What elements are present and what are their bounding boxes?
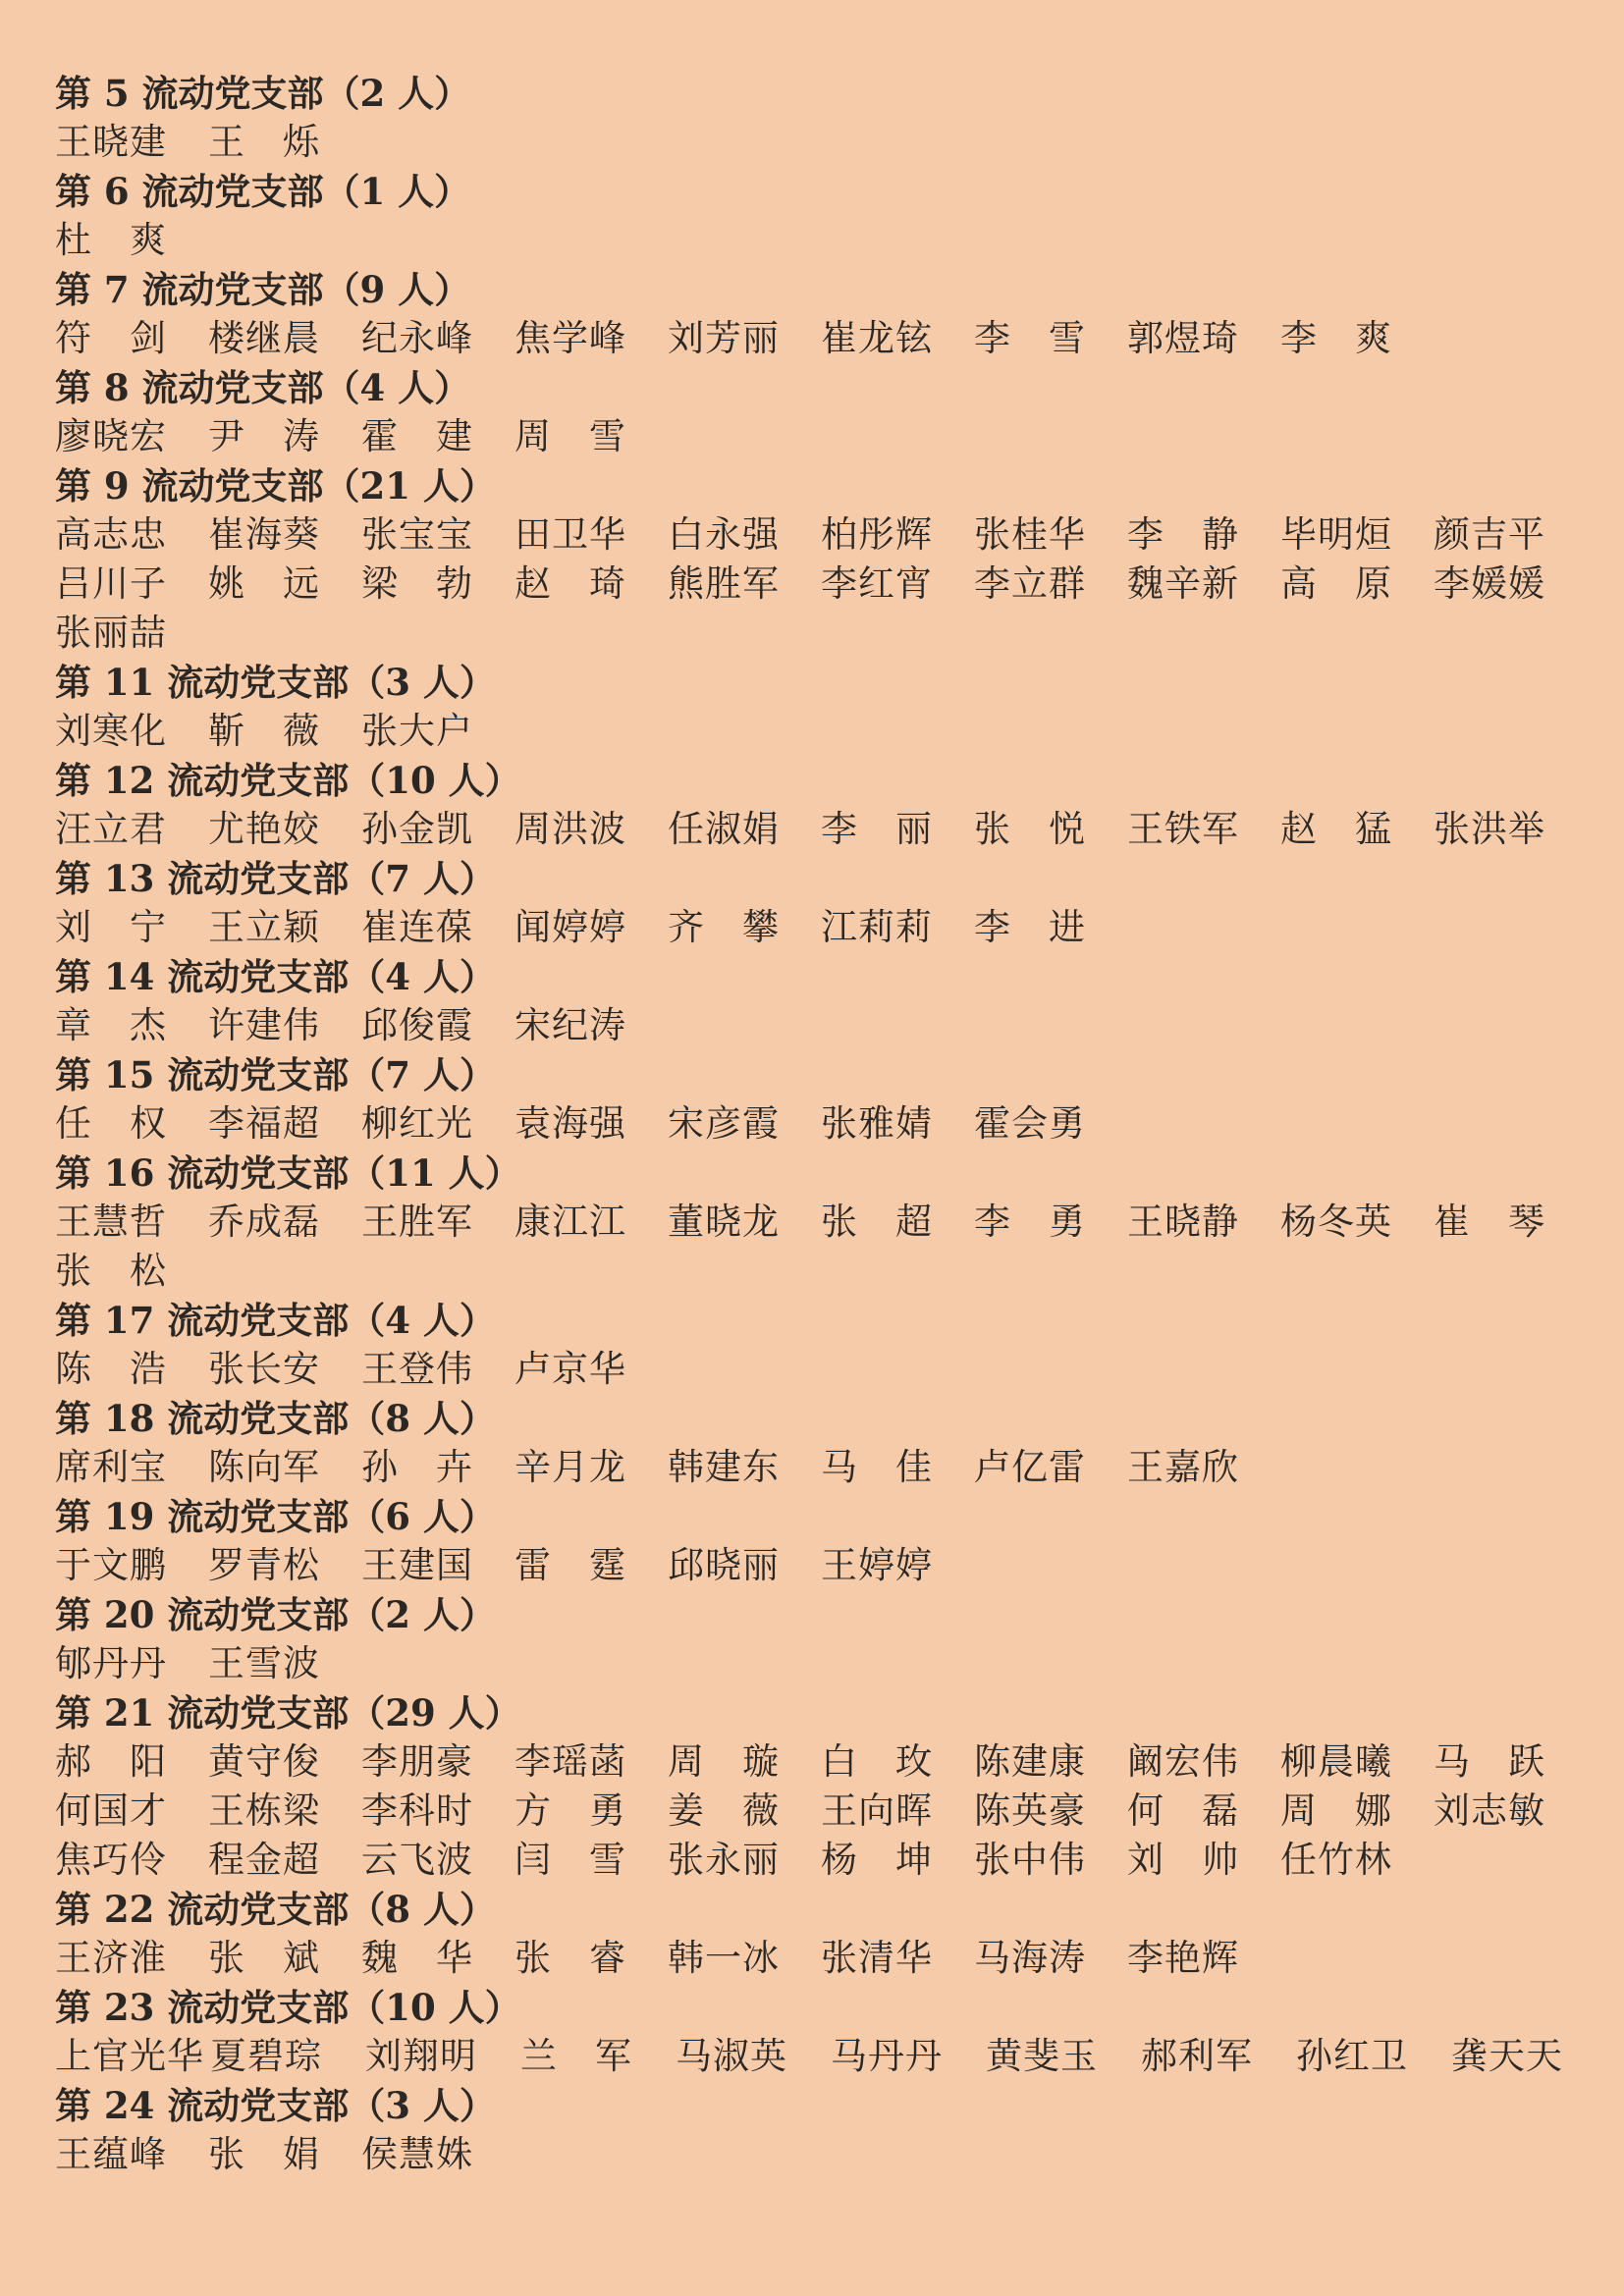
member-name: 于文鹏: [55, 1544, 167, 1586]
member-name: 孙红卫: [1296, 2035, 1408, 2077]
member-name: 李福超: [208, 1102, 320, 1145]
member-name: 杨冬英: [1280, 1201, 1392, 1243]
member-name: 张丽喆: [55, 612, 167, 654]
member-name: 雷 霆: [514, 1544, 626, 1586]
member-name: 赵 猛: [1280, 808, 1392, 850]
member-name: 王向晖: [821, 1789, 933, 1832]
branch-heading: 第 15 流动党支部（7 人）: [55, 1053, 496, 1096]
member-name: 李 静: [1127, 513, 1239, 556]
member-name: 张 悦: [974, 808, 1086, 850]
member-name: 李 勇: [974, 1201, 1086, 1243]
member-name: 韩建东: [668, 1446, 780, 1488]
member-name: 黄守俊: [208, 1740, 320, 1783]
member-name: 王建国: [361, 1544, 473, 1586]
member-name: 王铁军: [1127, 808, 1239, 850]
member-name: 王蕴峰: [55, 2133, 167, 2175]
member-name: 姜 薇: [668, 1789, 780, 1832]
member-name: 魏 华: [361, 1937, 473, 1979]
member-name: 王登伟: [361, 1348, 473, 1390]
member-name: 马 跃: [1434, 1740, 1545, 1783]
member-name: 齐 攀: [668, 906, 780, 948]
branch-heading: 第 12 流动党支部（10 人）: [55, 759, 521, 802]
member-name: 王雪波: [208, 1642, 320, 1684]
branch-heading: 第 6 流动党支部（1 人）: [55, 170, 471, 213]
member-name: 程金超: [208, 1839, 320, 1881]
member-name: 何国才: [55, 1789, 167, 1832]
member-name: 乔成磊: [208, 1201, 320, 1243]
branch-heading: 第 14 流动党支部（4 人）: [55, 955, 496, 998]
member-name: 宋纪涛: [514, 1004, 626, 1046]
branch-heading: 第 23 流动党支部（10 人）: [55, 1986, 521, 2029]
member-name: 董晓龙: [668, 1201, 780, 1243]
member-name: 崔连葆: [361, 906, 473, 948]
branch-heading: 第 7 流动党支部（9 人）: [55, 268, 471, 311]
member-names-row: [55, 1198, 1587, 1247]
member-names-row: [55, 609, 1587, 658]
member-name: 龚天天: [1451, 2035, 1563, 2077]
member-names-row: [55, 903, 1587, 952]
branch-heading: 第 9 流动党支部（21 人）: [55, 464, 496, 507]
branch-heading: 第 20 流动党支部（2 人）: [55, 1593, 496, 1636]
member-name: 熊胜军: [668, 562, 780, 605]
member-name: 马 佳: [821, 1446, 933, 1488]
member-name: 李科时: [361, 1789, 473, 1832]
member-name: 卢亿雷: [974, 1446, 1086, 1488]
member-name: 兰 军: [520, 2035, 632, 2077]
member-name: 周洪波: [514, 808, 626, 850]
member-name: 梁 勃: [361, 562, 473, 605]
member-name: 柳晨曦: [1280, 1740, 1392, 1783]
member-name: 张雅婧: [821, 1102, 933, 1145]
member-names-row: [55, 560, 1587, 609]
member-name: 任淑娟: [668, 808, 780, 850]
member-name: 田卫华: [514, 513, 626, 556]
member-name: 楼继晨: [208, 317, 320, 359]
member-names-row: [55, 1639, 1587, 1688]
member-name: 陈英豪: [974, 1789, 1086, 1832]
member-name: 王晓建: [55, 121, 167, 163]
member-name: 陈建康: [974, 1740, 1086, 1783]
member-name: 王晓静: [1127, 1201, 1239, 1243]
member-list-document: [55, 69, 1587, 2179]
member-name: 黄斐玉: [986, 2035, 1098, 2077]
member-name: 席利宝: [55, 1446, 167, 1488]
member-name: 张 超: [821, 1201, 933, 1243]
member-name: 白永强: [668, 513, 780, 556]
member-name: 李 丽: [821, 808, 933, 850]
member-names-row: [55, 1934, 1587, 1983]
member-names-row: [55, 1836, 1587, 1885]
branch-heading: 第 22 流动党支部（8 人）: [55, 1888, 496, 1931]
branch-heading: 第 21 流动党支部（29 人）: [55, 1691, 521, 1735]
member-name: 刘翔明: [365, 2035, 477, 2077]
member-name: 魏辛新: [1127, 562, 1239, 605]
member-name: 郭煜琦: [1127, 317, 1239, 359]
member-names-row: [55, 1737, 1587, 1787]
member-names-row: [55, 118, 1587, 167]
member-name: 柳红光: [361, 1102, 473, 1145]
member-name: 孙金凯: [361, 808, 473, 850]
member-name: 毕明烜: [1280, 513, 1392, 556]
member-name: 侯慧姝: [361, 2133, 473, 2175]
member-name: 张清华: [821, 1937, 933, 1979]
member-name: 王 烁: [208, 121, 320, 163]
member-name: 孙 卉: [361, 1446, 473, 1488]
member-name: 王济淮: [55, 1937, 167, 1979]
branch-heading: 第 19 流动党支部（6 人）: [55, 1495, 496, 1538]
member-name: 尹 涛: [208, 415, 320, 457]
member-name: 罗青松: [208, 1544, 320, 1586]
member-names-row: [55, 1443, 1587, 1492]
member-names-row: [55, 2032, 1587, 2081]
member-name: 吕川子: [55, 562, 167, 605]
member-name: 王胜军: [361, 1201, 473, 1243]
member-name: 崔 琴: [1434, 1201, 1545, 1243]
member-name: 焦巧伶: [55, 1839, 167, 1881]
member-name: 郇丹丹: [55, 1642, 167, 1684]
member-name: 王栋梁: [208, 1789, 320, 1832]
member-name: 江莉莉: [821, 906, 933, 948]
member-name: 周 娜: [1280, 1789, 1392, 1832]
member-name: 康江江: [514, 1201, 626, 1243]
member-name: 姚 远: [208, 562, 320, 605]
member-name: 张中伟: [974, 1839, 1086, 1881]
member-name: 焦学峰: [514, 317, 626, 359]
member-name: 韩一冰: [668, 1937, 780, 1979]
member-name: 张洪举: [1434, 808, 1545, 850]
member-name: 邱俊霞: [361, 1004, 473, 1046]
member-name: 白 玫: [821, 1740, 933, 1783]
member-name: 霍 建: [361, 415, 473, 457]
member-name: 张 睿: [514, 1937, 626, 1979]
member-name: 张 斌: [208, 1937, 320, 1979]
member-name: 杜 爽: [55, 219, 167, 261]
member-names-row: [55, 412, 1587, 461]
member-name: 方 勇: [514, 1789, 626, 1832]
branch-heading: 第 17 流动党支部（4 人）: [55, 1299, 496, 1342]
member-name: 杨 坤: [821, 1839, 933, 1881]
member-names-row: [55, 510, 1587, 560]
member-names-row: [55, 1541, 1587, 1590]
member-name: 汪立君: [55, 808, 167, 850]
member-name: 张 娟: [208, 2133, 320, 2175]
member-name: 章 杰: [55, 1004, 167, 1046]
member-name: 刘寒化: [55, 710, 167, 752]
member-name: 张 松: [55, 1250, 167, 1292]
member-name: 马淑英: [676, 2035, 787, 2077]
member-name: 云飞波: [361, 1839, 473, 1881]
member-name: 马丹丹: [831, 2035, 943, 2077]
branch-heading: 第 24 流动党支部（3 人）: [55, 2084, 496, 2127]
member-name: 任竹林: [1280, 1839, 1392, 1881]
member-name: 符 剑: [55, 317, 167, 359]
member-name: 许建伟: [208, 1004, 320, 1046]
member-name: 郝利军: [1141, 2035, 1253, 2077]
member-name: 李艳辉: [1127, 1937, 1239, 1979]
member-names-row: [55, 216, 1587, 265]
member-name: 李 进: [974, 906, 1086, 948]
member-names-row: [55, 314, 1587, 363]
member-name: 夏碧琮: [210, 2035, 322, 2077]
member-name: 李朋豪: [361, 1740, 473, 1783]
member-name: 高 原: [1280, 562, 1392, 605]
member-name: 李瑶菡: [514, 1740, 626, 1783]
member-name: 李立群: [974, 562, 1086, 605]
branch-heading: 第 16 流动党支部（11 人）: [55, 1151, 521, 1195]
member-names-row: [55, 1345, 1587, 1394]
branch-heading: 第 18 流动党支部（8 人）: [55, 1397, 496, 1440]
member-name: 马海涛: [974, 1937, 1086, 1979]
member-name: 何 磊: [1127, 1789, 1239, 1832]
member-name: 李媛媛: [1434, 562, 1545, 605]
member-name: 刘 宁: [55, 906, 167, 948]
member-name: 张宝宝: [361, 513, 473, 556]
member-name: 张长安: [208, 1348, 320, 1390]
member-name: 陈 浩: [55, 1348, 167, 1390]
member-name: 任 权: [55, 1102, 167, 1145]
branch-heading: 第 13 流动党支部（7 人）: [55, 857, 496, 900]
member-name: 邱晓丽: [668, 1544, 780, 1586]
member-name: 郝 阳: [55, 1740, 167, 1783]
member-name: 崔龙铉: [821, 317, 933, 359]
member-names-row: [55, 1001, 1587, 1050]
member-name: 靳 薇: [208, 710, 320, 752]
member-name: 王婷婷: [821, 1544, 933, 1586]
member-name: 王慧哲: [55, 1201, 167, 1243]
member-name: 闻婷婷: [514, 906, 626, 948]
member-name: 尤艳姣: [208, 808, 320, 850]
member-name: 霍会勇: [974, 1102, 1086, 1145]
member-name: 张大户: [361, 710, 473, 752]
member-name: 张桂华: [974, 513, 1086, 556]
member-name: 刘志敏: [1434, 1789, 1545, 1832]
branch-heading: 第 11 流动党支部（3 人）: [55, 661, 496, 704]
member-name: 张永丽: [668, 1839, 780, 1881]
member-names-row: [55, 2130, 1587, 2179]
member-name: 上官光华: [55, 2035, 204, 2077]
member-name: 阚宏伟: [1127, 1740, 1239, 1783]
member-names-row: [55, 1099, 1587, 1148]
member-names-row: [55, 805, 1587, 854]
member-name: 高志忠: [55, 513, 167, 556]
member-name: 崔海葵: [208, 513, 320, 556]
member-name: 赵 琦: [514, 562, 626, 605]
member-name: 周 璇: [668, 1740, 780, 1783]
member-name: 纪永峰: [361, 317, 473, 359]
member-name: 陈向军: [208, 1446, 320, 1488]
member-name: 刘芳丽: [668, 317, 780, 359]
member-names-row: [55, 707, 1587, 756]
member-names-row: [55, 1247, 1587, 1296]
member-name: 柏彤辉: [821, 513, 933, 556]
member-name: 李 爽: [1280, 317, 1392, 359]
member-name: 宋彦霞: [668, 1102, 780, 1145]
member-name: 周 雪: [514, 415, 626, 457]
member-name: 李红宵: [821, 562, 933, 605]
member-name: 王立颖: [208, 906, 320, 948]
member-name: 刘 帅: [1127, 1839, 1239, 1881]
member-names-row: [55, 1787, 1587, 1836]
member-name: 颜吉平: [1434, 513, 1545, 556]
member-name: 闫 雪: [514, 1839, 626, 1881]
branch-heading: 第 8 流动党支部（4 人）: [55, 366, 471, 409]
member-name: 卢京华: [514, 1348, 626, 1390]
member-name: 王嘉欣: [1127, 1446, 1239, 1488]
branch-heading: 第 5 流动党支部（2 人）: [55, 72, 471, 115]
member-name: 李 雪: [974, 317, 1086, 359]
member-name: 辛月龙: [514, 1446, 626, 1488]
member-name: 袁海强: [514, 1102, 626, 1145]
member-name: 廖晓宏: [55, 415, 167, 457]
